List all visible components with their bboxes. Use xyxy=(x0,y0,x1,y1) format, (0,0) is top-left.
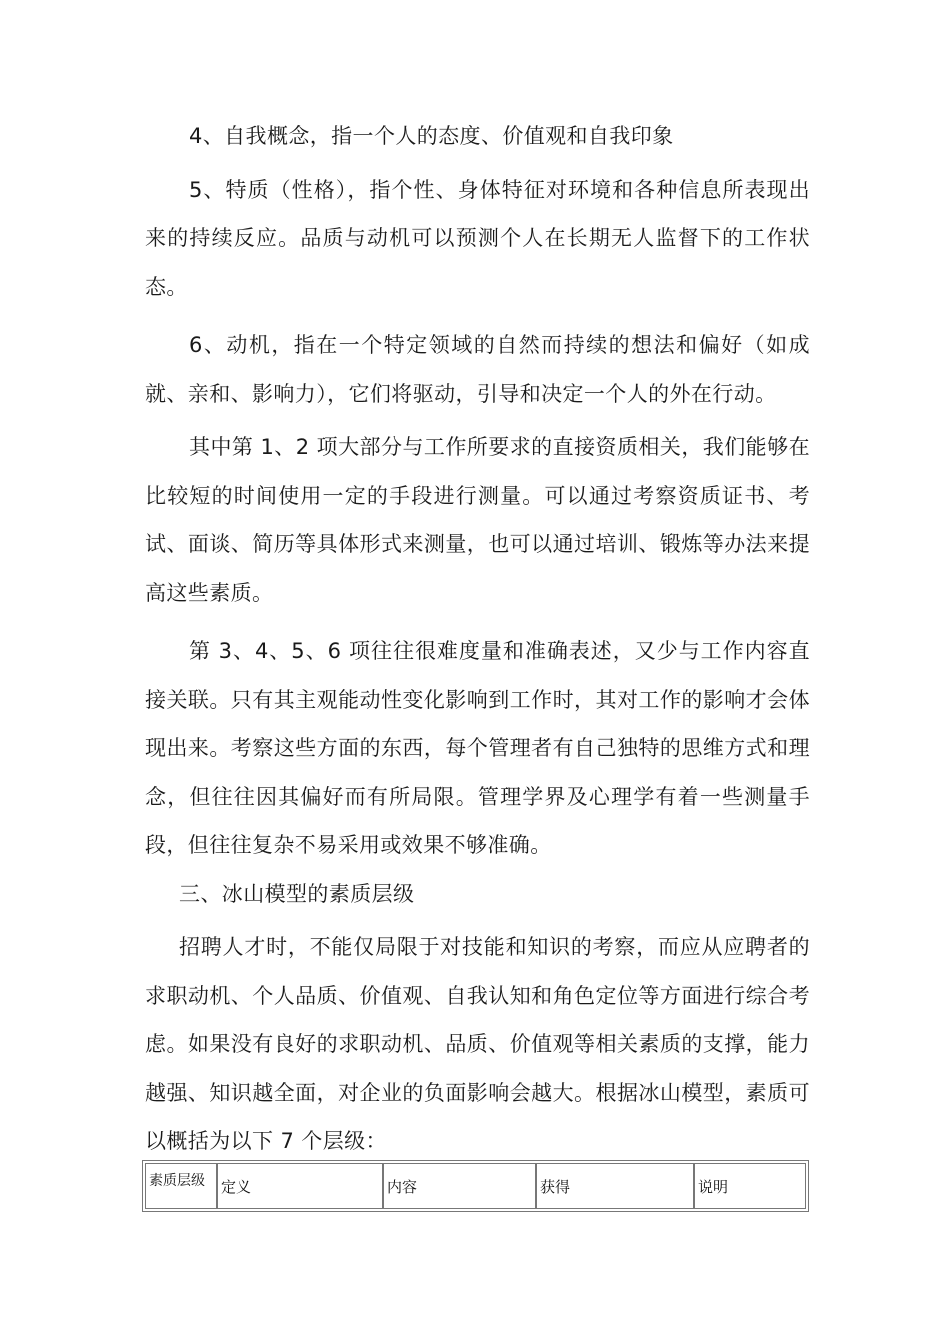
paragraph-items-3-6: 第 3、4、5、6 项往往很难度量和准确表述，又少与工作内容直接关联。只有其主观能动性变化影响到工作时，其对工作的影响才会体现出来。考察这些方面的东西，每个管理者有自己独特的思维方式和理念，但往往因其偏好而有所局限。管理学界及心理学有着一些测量手段，但往往复杂不易采用或效果不够准确。 xyxy=(145,639,810,857)
paragraph-traits: 5、特质（性格），指个性、身体特征对环境和各种信息所表现出来的持续反应。品质与动机可以预测个人在长期无人监督下的工作状态。 xyxy=(145,177,810,299)
section-heading: 三、冰山模型的素质层级 xyxy=(179,881,415,906)
header-notes: 说明 xyxy=(694,1163,806,1209)
paragraph-items-1-2: 其中第 1、2 项大部分与工作所要求的直接资质相关，我们能够在比较短的时间使用一定的手段进行测量。可以通过考察资质证书、考试、面谈、简历等具体形式来测量，也可以通过培训、锻炼等办法来提高这些素质。 xyxy=(145,435,810,605)
header-definition: 定义 xyxy=(217,1163,383,1209)
header-content: 内容 xyxy=(383,1163,536,1209)
header-acquisition: 获得 xyxy=(536,1163,694,1209)
competency-table xyxy=(142,1160,809,1212)
paragraph-self-concept: 4、自我概念，指一个人的态度、价值观和自我印象 xyxy=(189,124,674,148)
paragraph-motivation: 6、动机，指在一个特定领域的自然而持续的想法和偏好（如成就、亲和、影响力），它们将驱动，引导和决定一个人的外在行动。 xyxy=(145,333,810,406)
body-text xyxy=(145,112,810,1166)
paragraph-recruitment: 招聘人才时，不能仅局限于对技能和知识的考察，而应从应聘者的求职动机、个人品质、价值观、自我认知和角色定位等方面进行综合考虑。如果没有良好的求职动机、品质、价值观等相关素质的支撑，能力越强、知识越全面，对企业的负面影响会越大。根据冰山模型，素质可以概括为以下 7 个层级： xyxy=(145,935,810,1153)
table-header-row xyxy=(145,1163,806,1209)
header-level: 素质层级 xyxy=(145,1163,217,1209)
